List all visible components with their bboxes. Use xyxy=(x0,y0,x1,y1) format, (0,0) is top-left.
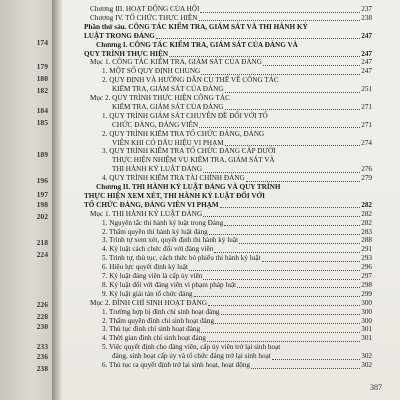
toc-entry xyxy=(84,318,372,326)
toc-leader-dots xyxy=(251,368,360,369)
toc-leader-dots xyxy=(203,172,360,173)
toc-leader-dots xyxy=(203,279,360,280)
toc-entry xyxy=(84,175,372,183)
facing-page-number: 179 xyxy=(36,62,48,71)
toc-entry-title: Mục 1. THI HÀNH KỶ LUẬT ĐẢNG xyxy=(90,209,203,218)
toc-entry-title: QUY TRÌNH THỰC HIỆN xyxy=(84,49,169,58)
toc-entry xyxy=(84,202,372,210)
toc-entry-page: 247 xyxy=(361,67,372,76)
toc-entry xyxy=(84,166,372,174)
facing-page-number: 196 xyxy=(36,176,48,185)
toc-entry-page: 279 xyxy=(361,174,372,183)
toc-entry xyxy=(84,255,372,263)
toc-leader-dots xyxy=(209,234,361,235)
toc-entry-page: 237 xyxy=(361,5,372,13)
toc-entry-title: 4. Thời gian đình chỉ sinh hoạt đảng xyxy=(102,334,206,343)
toc-leader-dots xyxy=(201,332,360,333)
facing-page-number: 224 xyxy=(36,250,48,259)
toc-entry xyxy=(84,220,372,228)
toc-entry-title: 4. QUY TRÌNH KIỂM TRA TÀI CHÍNH ĐẢNG xyxy=(102,174,245,183)
toc-entry xyxy=(84,42,372,50)
toc-leader-dots xyxy=(239,243,360,244)
toc-entry xyxy=(84,59,372,67)
toc-entry xyxy=(84,68,372,76)
toc-entry-title: 1. Trường hợp bị đình chỉ sinh hoạt đảng xyxy=(102,307,220,316)
toc-entry-page: 298 xyxy=(361,280,372,289)
toc-leader-dots xyxy=(246,181,361,182)
toc-entry-page: 238 xyxy=(361,13,372,22)
toc-entry-page: 282 xyxy=(361,200,372,209)
toc-leader-dots xyxy=(199,20,361,21)
facing-page-number: 182 xyxy=(36,86,48,95)
facing-page-number: 230 xyxy=(36,322,48,331)
toc-entry-title: 4. Kỷ luật cách chức đối với đảng viên xyxy=(102,245,214,254)
toc-entry-title: VIÊN KHI CÓ DẤU HIỆU VI PHẠM xyxy=(112,138,224,147)
toc-leader-dots xyxy=(207,341,360,342)
toc-entry-page: 301 xyxy=(361,325,372,334)
toc-entry-title: CHỨC ĐẢNG, ĐẢNG VIÊN xyxy=(112,120,199,129)
toc-entry-title: 2. Thẩm quyền đình chỉ sinh hoạt đảng xyxy=(102,316,215,325)
toc-entry-page: 291 xyxy=(361,245,372,254)
toc-entry xyxy=(84,86,372,94)
toc-leader-dots xyxy=(214,252,360,253)
toc-entry xyxy=(84,122,372,130)
toc-entry-page: 296 xyxy=(361,263,372,272)
toc-entry-title: 5. Trình tự, thủ tục, cách thức bỏ phiếu thi hành kỷ luật xyxy=(102,254,261,263)
toc-entry-title: 1. Nguyên tắc thi hành kỷ luật trong Đảng xyxy=(102,218,224,227)
toc-entry-title: Mục 2. QUY TRÌNH THỰC HIỆN CÔNG TÁC xyxy=(90,94,230,102)
toc-entry xyxy=(84,353,372,361)
toc-leader-dots xyxy=(200,12,360,13)
toc-entry-title: Chương III. HOẠT ĐỘNG CỦA HỘI xyxy=(90,5,200,13)
toc-entry xyxy=(84,131,372,139)
toc-entry-page: 300 xyxy=(361,307,372,316)
toc-entry-title: 7. Kỷ luật đảng viên là cấp ủy viên xyxy=(102,272,203,280)
toc-entry-title: THỰC HIỆN XEM XÉT, THI HÀNH KỶ LUẬT ĐỐI VỚI xyxy=(84,191,265,200)
toc-entry xyxy=(84,326,372,334)
toc-entry xyxy=(84,229,372,237)
toc-entry-page: 302 xyxy=(361,352,372,361)
toc-entry-title: TỔ CHỨC ĐẢNG, ĐẢNG VIÊN VI PHẠM xyxy=(84,200,219,209)
toc-entry-title: Chương IV. TỔ CHỨC THỰC HIỆN xyxy=(90,13,198,22)
toc-leader-dots xyxy=(221,314,361,315)
facing-page-number: 185 xyxy=(36,118,48,127)
toc-leader-dots xyxy=(208,305,360,306)
toc-entry xyxy=(84,237,372,245)
toc-entry xyxy=(84,300,372,308)
toc-entry xyxy=(84,291,372,299)
toc-leader-dots xyxy=(225,92,361,93)
toc-leader-dots xyxy=(237,287,360,288)
facing-page-number: 228 xyxy=(36,312,48,321)
toc-entry-page: 283 xyxy=(361,227,372,236)
facing-page-number: 174 xyxy=(36,38,48,47)
facing-page-number: 236 xyxy=(36,352,48,361)
toc-entry-title: 6. Hiệu lực quyết định kỷ luật xyxy=(102,263,188,272)
toc-entry xyxy=(84,184,372,192)
toc-entry-page: 282 xyxy=(361,218,372,227)
toc-entry-page: 293 xyxy=(361,254,372,263)
toc-entry-title: THI HÀNH KỶ LUẬT ĐẢNG xyxy=(112,165,203,174)
book-gutter xyxy=(52,0,62,400)
toc-leader-dots xyxy=(263,65,360,66)
toc-entry xyxy=(84,282,372,290)
toc-entry xyxy=(84,246,372,254)
toc-entry xyxy=(84,335,372,343)
toc-entry-title: 2. QUY TRÌNH KIỂM TRA TỔ CHỨC ĐẢNG, ĐẢNG xyxy=(102,129,265,138)
toc-leader-dots xyxy=(224,225,360,226)
facing-page-number: 198 xyxy=(36,200,48,209)
facing-page-number: 218 xyxy=(36,238,48,247)
toc-leader-dots xyxy=(262,261,361,262)
toc-entry xyxy=(84,24,372,32)
toc-entry xyxy=(84,344,372,352)
toc-leader-dots xyxy=(225,109,361,110)
toc-entry-title: 8. Kỷ luật đối với đảng viên vi phạm pháp luật xyxy=(102,280,237,289)
toc-entry-page: 301 xyxy=(361,334,372,343)
facing-page-number: 226 xyxy=(36,300,48,309)
toc-entry-title: LUẬT TRONG ĐẢNG xyxy=(84,31,155,40)
toc-entry-page: 271 xyxy=(361,120,372,129)
page-folio: 387 xyxy=(370,383,382,392)
toc-entry xyxy=(84,6,372,14)
toc-entry-page: 282 xyxy=(361,209,372,218)
toc-entry-title: KIỂM TRA, GIÁM SÁT CỦA ĐẢNG xyxy=(112,85,224,94)
toc-entry-page: 299 xyxy=(361,289,372,298)
toc-entry-title: Chương I. CÔNG TÁC KIỂM TRA, GIÁM SÁT CỦA ĐẢNG VÀ xyxy=(96,40,298,49)
facing-page-number: 189 xyxy=(36,150,48,159)
toc-entry-page: 297 xyxy=(361,272,372,280)
toc-leader-dots xyxy=(220,207,361,208)
toc-entry-page: 247 xyxy=(361,31,372,40)
toc-entry-title: 2. QUY ĐỊNH VÀ HƯỚNG DẪN CỤ THỂ VỀ CÔNG TÁC xyxy=(102,76,279,85)
toc-entry-title: đảng, sinh hoạt cấp ủy và tổ chức đảng trở lại sinh hoạt xyxy=(112,352,271,361)
toc-entry-title: KIỂM TRA, GIÁM SÁT CỦA ĐẢNG xyxy=(112,102,224,111)
toc-entry xyxy=(84,211,372,219)
toc-leader-dots xyxy=(215,323,360,324)
toc-entry xyxy=(84,193,372,201)
toc-page xyxy=(62,0,400,400)
toc-leader-dots xyxy=(203,216,360,217)
toc-entry-page: 300 xyxy=(361,316,372,325)
toc-entry-title: 6. Thủ tục ra quyết định trở lại sinh hoạt, hoạt động xyxy=(102,361,250,369)
toc-leader-dots xyxy=(156,38,360,39)
toc-entry xyxy=(84,77,372,85)
toc-entry xyxy=(84,273,372,281)
toc-leader-dots xyxy=(272,359,360,360)
toc-entry-page: 302 xyxy=(361,361,372,369)
toc-entry-page: 300 xyxy=(361,298,372,307)
toc-entry-title: THỰC HIỆN NHIỆM VỤ KIỂM TRA, GIÁM SÁT VÀ xyxy=(112,156,275,165)
toc-entry-title: 3. Trình tự xem xét, quyết định thi hành kỷ luật xyxy=(102,236,239,245)
toc-leader-dots xyxy=(225,145,361,146)
toc-entry xyxy=(84,33,372,41)
toc-entry-page: 247 xyxy=(361,49,372,58)
toc-leader-dots xyxy=(199,127,360,128)
toc-entry xyxy=(84,157,372,165)
toc-entry-page: 251 xyxy=(361,85,372,94)
facing-page-edge xyxy=(0,0,52,400)
toc-entry-page: 274 xyxy=(361,138,372,147)
toc-entry xyxy=(84,95,372,103)
toc-leader-dots xyxy=(201,74,360,75)
toc-entry-title: Phần thứ sáu. CÔNG TÁC KIỂM TRA, GIÁM SÁT VÀ THI HÀNH KỶ xyxy=(84,22,308,31)
toc-entry-title: 3. QUY TRÌNH KIỂM TRA TỔ CHỨC ĐẢNG CẤP DƯỚI xyxy=(102,147,276,156)
toc-entry xyxy=(84,15,372,23)
toc-leader-dots xyxy=(194,296,361,297)
toc-entry-title: Chương II. THI HÀNH KỶ LUẬT ĐẢNG VÀ QUY TRÌNH xyxy=(96,183,281,191)
toc-entry-title: 9. Kỷ luật giải tán tổ chức đảng xyxy=(102,289,193,298)
toc-entry-title: 5. Việc quyết định cho đảng viên, cấp ủy viên trở lại sinh hoạt xyxy=(102,343,281,352)
toc-leader-dots xyxy=(169,56,360,57)
toc-entry-title: 1. MỘT SỐ QUY ĐỊNH CHUNG xyxy=(102,67,201,76)
toc-entry-page: 271 xyxy=(361,102,372,111)
toc-entry-title: Mục 2. ĐÌNH CHỈ SINH HOẠT ĐẢNG xyxy=(90,298,208,307)
toc-entry xyxy=(84,362,372,370)
toc-entry-title: 3. Thủ tục đình chỉ sinh hoạt đảng xyxy=(102,325,201,334)
toc-entry-title: 1. QUY TRÌNH GIÁM SÁT CHUYÊN ĐỀ ĐỐI VỚI TỔ xyxy=(102,111,268,120)
toc-leader-dots xyxy=(189,270,360,271)
facing-page-number: 197 xyxy=(36,190,48,199)
facing-page-number: 180 xyxy=(36,74,48,83)
toc-entry-page: 288 xyxy=(361,236,372,245)
toc-entry xyxy=(84,309,372,317)
facing-page-number: 184 xyxy=(36,106,48,115)
toc-entry-page: 247 xyxy=(361,58,372,67)
toc-entry xyxy=(84,264,372,272)
facing-page-number: 238 xyxy=(36,364,48,373)
toc-entry-title: 2. Thẩm quyền thi hành kỷ luật đảng xyxy=(102,227,208,236)
facing-page-number: 202 xyxy=(36,212,48,221)
toc-entry xyxy=(84,104,372,112)
toc-entry xyxy=(84,113,372,121)
toc-entry xyxy=(84,148,372,156)
toc-entry-page: 276 xyxy=(361,165,372,174)
facing-page-number: 233 xyxy=(36,342,48,351)
toc-entry-title: Mục 1. CÔNG TÁC KIỂM TRA, GIÁM SÁT CỦA ĐẢNG xyxy=(90,58,262,67)
